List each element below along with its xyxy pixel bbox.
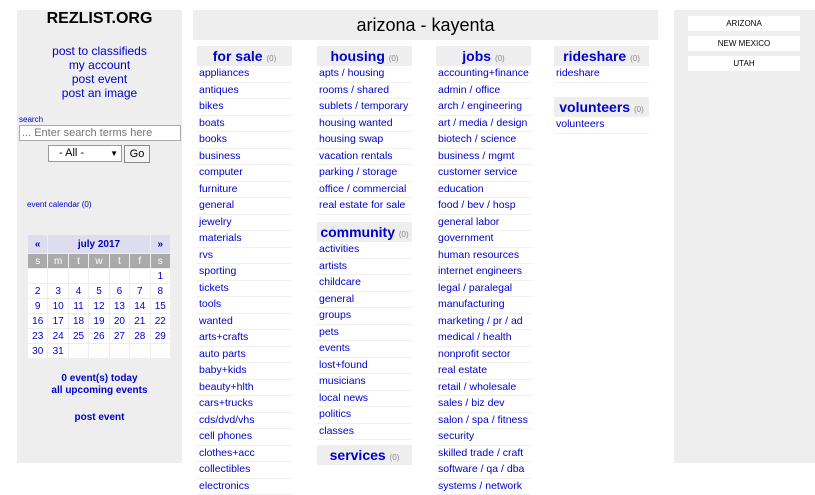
day-cell[interactable]: 21 — [130, 314, 149, 328]
day-cell[interactable]: 14 — [130, 299, 149, 313]
category-list — [317, 242, 412, 440]
category-link[interactable]: auto parts — [197, 347, 292, 364]
category-link[interactable]: artists — [317, 259, 412, 276]
category-select-value: - All - — [49, 147, 84, 159]
dow-cell: s — [28, 254, 47, 268]
day-cell[interactable]: 9 — [28, 299, 47, 313]
category-link[interactable]: skilled trade / craft — [436, 446, 531, 463]
dow-cell: t — [69, 254, 88, 268]
section-title[interactable]: volunteers — [559, 99, 630, 115]
day-cell[interactable] — [130, 269, 149, 283]
category-select[interactable] — [48, 145, 122, 162]
state-link-new-mexico[interactable]: NEW MEXICO — [688, 36, 800, 51]
category-link[interactable]: housing swap — [317, 132, 412, 149]
day-cell[interactable]: 4 — [69, 284, 88, 298]
category-link[interactable]: general — [317, 292, 412, 309]
day-cell[interactable] — [151, 344, 170, 358]
go-button[interactable]: Go — [124, 145, 150, 163]
state-link-utah[interactable]: UTAH — [688, 56, 800, 71]
day-cell[interactable]: 13 — [110, 299, 129, 313]
day-cell[interactable] — [130, 344, 149, 358]
category-list — [436, 66, 531, 495]
category-link[interactable]: education — [436, 182, 531, 199]
category-link[interactable]: vacation rentals — [317, 149, 412, 166]
section-title[interactable]: housing — [330, 48, 384, 64]
day-cell[interactable]: 16 — [28, 314, 47, 328]
prev-month-button[interactable]: « — [28, 235, 47, 253]
day-cell[interactable]: 1 — [151, 269, 170, 283]
day-cell[interactable]: 11 — [69, 299, 88, 313]
category-link[interactable]: rvs — [197, 248, 292, 265]
category-link[interactable]: arts+crafts — [197, 330, 292, 347]
section-header[interactable] — [197, 46, 292, 66]
category-link[interactable]: cds/dvd/vhs — [197, 413, 292, 430]
day-cell[interactable] — [69, 344, 88, 358]
day-cell[interactable] — [89, 344, 108, 358]
category-link[interactable]: local news — [317, 391, 412, 408]
category-list — [197, 66, 292, 495]
category-link[interactable]: events — [317, 341, 412, 358]
category-link[interactable]: lost+found — [317, 358, 412, 375]
category-link[interactable]: sales / biz dev — [436, 396, 531, 413]
section-header[interactable] — [317, 445, 412, 465]
category-link[interactable]: appliances — [197, 66, 292, 83]
section-count: (0) — [266, 54, 276, 63]
category-link[interactable]: security — [436, 429, 531, 446]
events-today-link[interactable]: 0 event(s) today — [61, 373, 137, 384]
category-link[interactable]: books — [197, 132, 292, 149]
day-cell[interactable] — [89, 269, 108, 283]
category-link[interactable]: business — [197, 149, 292, 166]
day-cell[interactable] — [28, 269, 47, 283]
post-event-button[interactable]: post event — [17, 412, 182, 423]
chevron-down-icon: ▼ — [110, 146, 118, 161]
category-link[interactable]: customer service — [436, 165, 531, 182]
search-label: search — [19, 115, 43, 124]
day-cell[interactable]: 20 — [110, 314, 129, 328]
left-sidebar — [17, 10, 182, 463]
category-link[interactable]: art / media / design — [436, 116, 531, 133]
category-link[interactable]: housing wanted — [317, 116, 412, 133]
category-link[interactable]: computer — [197, 165, 292, 182]
section-services — [317, 445, 412, 465]
dow-cell: f — [130, 254, 149, 268]
category-link[interactable]: human resources — [436, 248, 531, 265]
section-title[interactable]: services — [330, 447, 386, 463]
category-link[interactable]: jewelry — [197, 215, 292, 232]
section-count: (0) — [389, 54, 399, 63]
category-link[interactable]: real estate for sale — [317, 198, 412, 215]
category-link[interactable]: parking / storage — [317, 165, 412, 182]
section-title[interactable]: jobs — [462, 48, 491, 64]
category-link[interactable]: boats — [197, 116, 292, 133]
day-cell[interactable]: 12 — [89, 299, 108, 313]
page-title: arizona - kayenta — [193, 10, 658, 40]
category-link[interactable]: materials — [197, 231, 292, 248]
section-count: (0) — [390, 453, 400, 462]
category-link[interactable]: baby+kids — [197, 363, 292, 380]
category-link[interactable]: marketing / pr / ad — [436, 314, 531, 331]
dow-cell: m — [48, 254, 67, 268]
post-event-link[interactable]: post event — [17, 72, 182, 86]
category-link[interactable]: collectibles — [197, 462, 292, 479]
category-link[interactable]: internet engineers — [436, 264, 531, 281]
events-today — [17, 373, 182, 397]
section-title[interactable]: for sale — [213, 48, 263, 64]
section-for-sale — [197, 46, 292, 495]
day-cell[interactable]: 17 — [48, 314, 67, 328]
category-link[interactable]: volunteers — [554, 117, 649, 134]
section-title[interactable]: community — [320, 224, 395, 240]
day-cell[interactable]: 22 — [151, 314, 170, 328]
section-header[interactable] — [554, 46, 649, 66]
category-link[interactable]: software / qa / dba — [436, 462, 531, 479]
day-cell[interactable]: 18 — [69, 314, 88, 328]
section-community — [317, 222, 412, 440]
next-month-button[interactable]: » — [151, 235, 170, 253]
all-upcoming-events-link[interactable]: all upcoming events — [51, 385, 147, 396]
category-link[interactable]: electronics — [197, 479, 292, 495]
search-input[interactable] — [19, 125, 181, 141]
day-cell[interactable]: 23 — [28, 329, 47, 343]
day-cell[interactable]: 6 — [110, 284, 129, 298]
category-link[interactable]: biotech / science — [436, 132, 531, 149]
section-header[interactable] — [317, 46, 412, 66]
site-logo[interactable]: REZLIST.ORG — [17, 10, 182, 28]
section-count: (0) — [495, 54, 505, 63]
post-image-link[interactable]: post an image — [17, 86, 182, 100]
calendar-month: july 2017 — [48, 235, 149, 253]
category-link[interactable]: wanted — [197, 314, 292, 331]
day-cell[interactable] — [110, 344, 129, 358]
category-link[interactable]: politics — [317, 407, 412, 424]
category-link[interactable]: musicians — [317, 374, 412, 391]
top-links — [17, 44, 182, 100]
day-cell[interactable]: 2 — [28, 284, 47, 298]
category-link[interactable]: groups — [317, 308, 412, 325]
category-link[interactable]: tickets — [197, 281, 292, 298]
event-calendar-label: event calendar (0) — [27, 200, 91, 209]
day-cell[interactable] — [110, 269, 129, 283]
category-link[interactable]: rideshare — [554, 66, 649, 83]
category-link[interactable]: cell phones — [197, 429, 292, 446]
day-cell[interactable]: 24 — [48, 329, 67, 343]
section-header[interactable] — [554, 97, 649, 117]
event-calendar — [27, 234, 171, 359]
day-cell[interactable]: 19 — [89, 314, 108, 328]
right-sidebar — [674, 10, 815, 463]
state-link-arizona[interactable]: ARIZONA — [688, 16, 800, 31]
dow-cell: w — [89, 254, 108, 268]
category-link[interactable]: rooms / shared — [317, 83, 412, 100]
day-cell[interactable]: 28 — [130, 329, 149, 343]
dow-cell: s — [151, 254, 170, 268]
my-account-link[interactable]: my account — [17, 58, 182, 72]
category-list — [317, 66, 412, 215]
category-link[interactable]: childcare — [317, 275, 412, 292]
section-count: (0) — [399, 230, 409, 239]
day-cell[interactable]: 26 — [89, 329, 108, 343]
day-cell[interactable]: 29 — [151, 329, 170, 343]
category-link[interactable]: cars+trucks — [197, 396, 292, 413]
day-cell[interactable]: 7 — [130, 284, 149, 298]
section-header[interactable] — [436, 46, 531, 66]
category-link[interactable]: medical / health — [436, 330, 531, 347]
category-link[interactable]: nonprofit sector — [436, 347, 531, 364]
section-count: (0) — [630, 54, 640, 63]
section-count: (0) — [634, 105, 644, 114]
category-link[interactable]: sporting — [197, 264, 292, 281]
category-link[interactable]: government — [436, 231, 531, 248]
day-cell[interactable] — [69, 269, 88, 283]
category-link[interactable]: legal / paralegal — [436, 281, 531, 298]
category-link[interactable]: antiques — [197, 83, 292, 100]
day-cell[interactable]: 8 — [151, 284, 170, 298]
category-list — [554, 117, 649, 134]
category-link[interactable]: systems / network — [436, 479, 531, 495]
category-link[interactable]: business / mgmt — [436, 149, 531, 166]
day-cell[interactable]: 27 — [110, 329, 129, 343]
section-header[interactable] — [317, 222, 412, 242]
category-link[interactable]: office / commercial — [317, 182, 412, 199]
category-link[interactable]: retail / wholesale — [436, 380, 531, 397]
category-link[interactable]: accounting+finance — [436, 66, 531, 83]
category-link[interactable]: beauty+hlth — [197, 380, 292, 397]
category-link[interactable]: bikes — [197, 99, 292, 116]
category-link[interactable]: sublets / temporary — [317, 99, 412, 116]
section-title[interactable]: rideshare — [563, 48, 626, 64]
day-cell[interactable]: 10 — [48, 299, 67, 313]
category-link[interactable]: arch / engineering — [436, 99, 531, 116]
category-link[interactable]: classes — [317, 424, 412, 441]
category-list — [554, 66, 649, 83]
section-rideshare — [554, 46, 649, 83]
category-link[interactable]: manufacturing — [436, 297, 531, 314]
day-cell[interactable]: 25 — [69, 329, 88, 343]
section-volunteers — [554, 97, 649, 134]
category-link[interactable]: general labor — [436, 215, 531, 232]
day-cell[interactable] — [48, 269, 67, 283]
category-link[interactable]: food / bev / hosp — [436, 198, 531, 215]
category-link[interactable]: clothes+acc — [197, 446, 292, 463]
section-housing — [317, 46, 412, 215]
category-link[interactable]: pets — [317, 325, 412, 342]
category-link[interactable]: admin / office — [436, 83, 531, 100]
day-cell[interactable]: 5 — [89, 284, 108, 298]
category-link[interactable]: activities — [317, 242, 412, 259]
day-cell[interactable]: 31 — [48, 344, 67, 358]
day-cell[interactable]: 15 — [151, 299, 170, 313]
category-link[interactable]: furniture — [197, 182, 292, 199]
category-link[interactable]: salon / spa / fitness — [436, 413, 531, 430]
section-jobs — [436, 46, 531, 495]
category-link[interactable]: tools — [197, 297, 292, 314]
category-link[interactable]: real estate — [436, 363, 531, 380]
category-link[interactable]: apts / housing — [317, 66, 412, 83]
day-cell[interactable]: 30 — [28, 344, 47, 358]
day-cell[interactable]: 3 — [48, 284, 67, 298]
dow-cell: t — [110, 254, 129, 268]
category-link[interactable]: general — [197, 198, 292, 215]
post-to-classifieds-link[interactable]: post to classifieds — [17, 44, 182, 58]
